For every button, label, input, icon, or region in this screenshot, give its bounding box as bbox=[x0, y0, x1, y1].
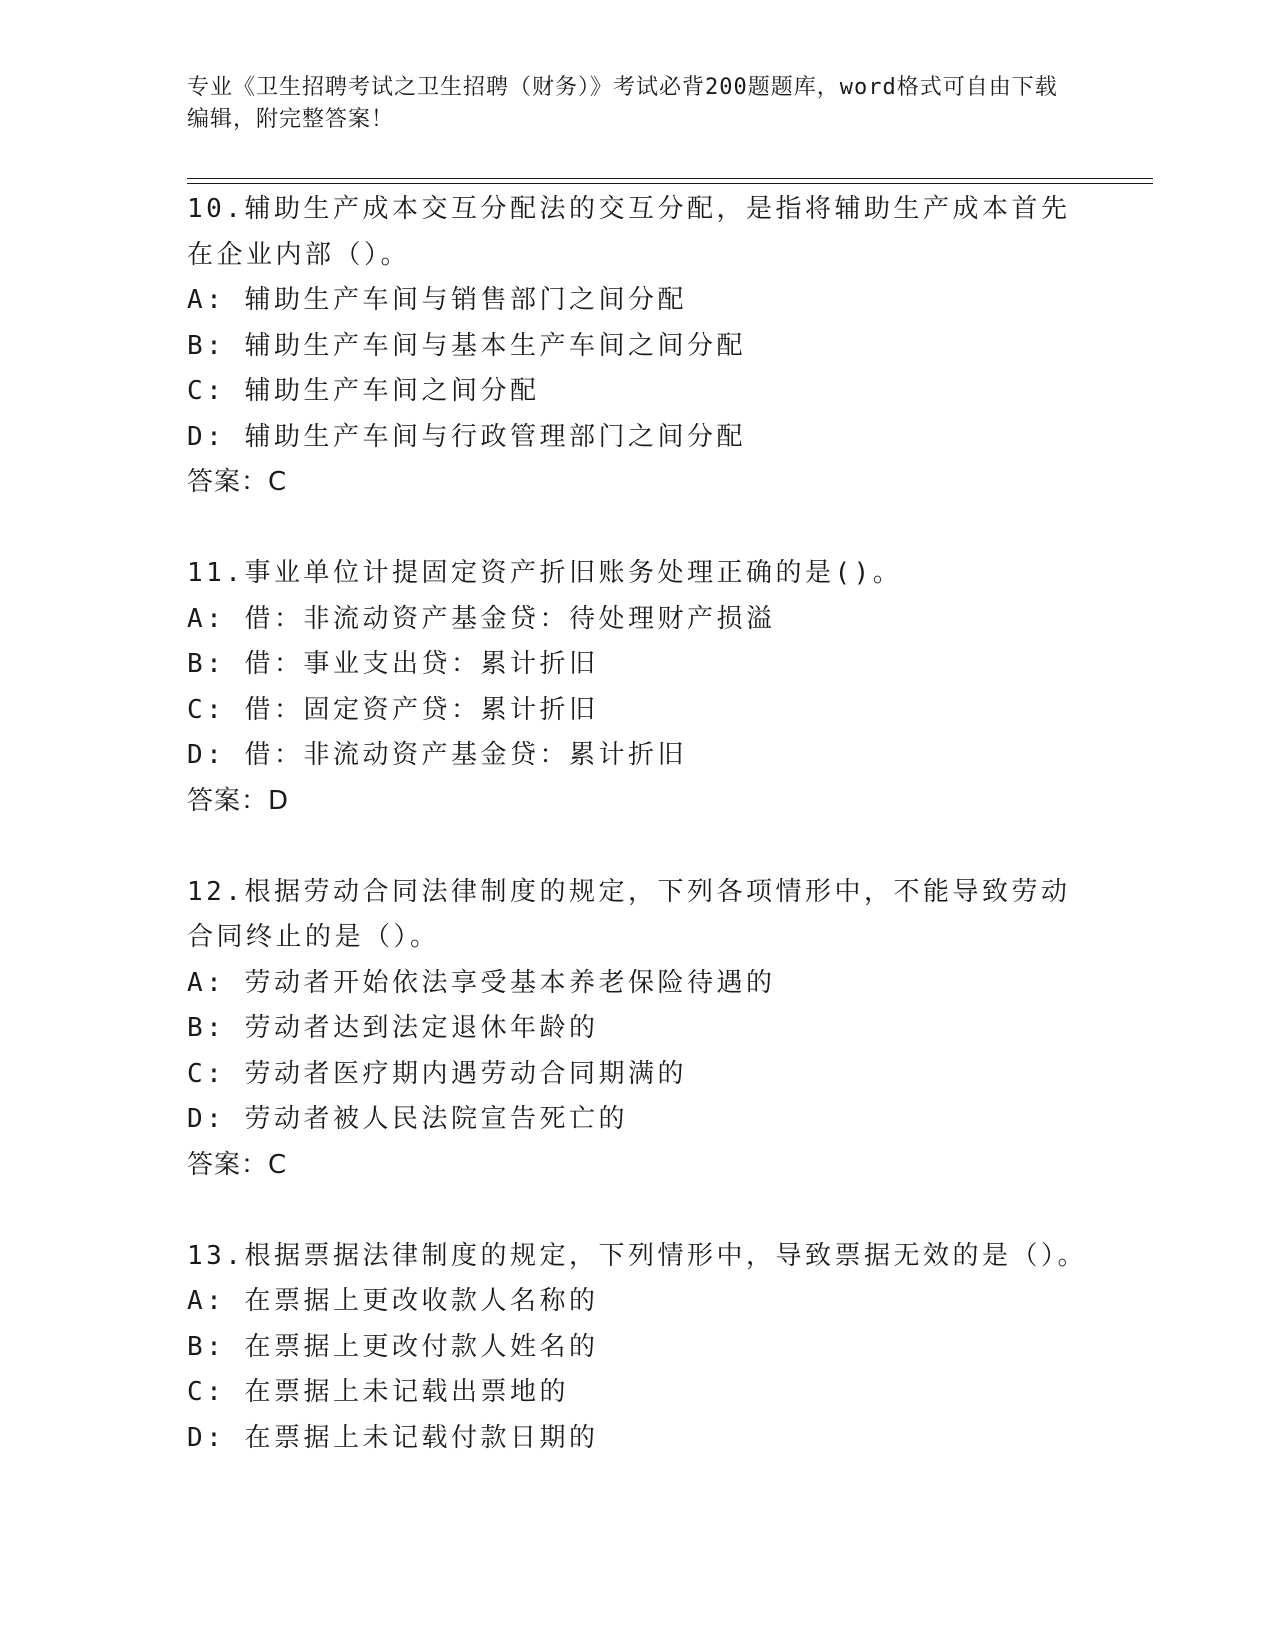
question-spacer bbox=[187, 824, 1087, 870]
question-13 bbox=[187, 1234, 1087, 1462]
option-c: C: 劳动者医疗期内遇劳动合同期满的 bbox=[187, 1058, 687, 1089]
question-text: 10.辅助生产成本交互分配法的交互分配，是指将辅助生产成本首先在企业内部（）。 bbox=[187, 194, 1071, 270]
option-d: D: 借：非流动资产基金贷：累计折旧 bbox=[187, 740, 687, 770]
answer: 答案：D bbox=[187, 785, 290, 816]
option-a: A: 劳动者开始依法享受基本养老保险待遇的 bbox=[187, 967, 776, 998]
question-11 bbox=[187, 551, 1087, 824]
option-c: C: 借：固定资产贷：累计折旧 bbox=[187, 694, 599, 725]
option-b: B: 劳动者达到法定退休年龄的 bbox=[187, 1013, 599, 1043]
question-text: 12.根据劳动合同法律制度的规定，下列各项情形中，不能导致劳动合同终止的是（）。 bbox=[187, 876, 1071, 952]
answer: 答案：C bbox=[187, 467, 288, 497]
option-a: A: 辅助生产车间与销售部门之间分配 bbox=[187, 285, 687, 315]
option-c: C: 在票据上未记载出票地的 bbox=[187, 1377, 569, 1407]
question-spacer bbox=[187, 506, 1087, 552]
option-d: D: 劳动者被人民法院宣告死亡的 bbox=[187, 1104, 628, 1134]
question-spacer bbox=[187, 1188, 1087, 1234]
option-b: B: 在票据上更改付款人姓名的 bbox=[187, 1331, 599, 1362]
question-text: 11.事业单位计提固定资产折旧账务处理正确的是()。 bbox=[187, 558, 903, 588]
option-a: A: 在票据上更改收款人名称的 bbox=[187, 1286, 599, 1316]
question-text: 13.根据票据法律制度的规定，下列情形中，导致票据无效的是（）。 bbox=[187, 1240, 1087, 1271]
option-b: B: 辅助生产车间与基本生产车间之间分配 bbox=[187, 330, 746, 361]
question-10 bbox=[187, 187, 1087, 506]
answer: 答案：C bbox=[187, 1149, 288, 1180]
option-b: B: 借：事业支出贷：累计折旧 bbox=[187, 649, 599, 679]
header-rule-bottom bbox=[187, 183, 1153, 184]
header-rule-top bbox=[187, 178, 1153, 179]
option-a: A: 借：非流动资产基金贷：待处理财产损溢 bbox=[187, 603, 776, 634]
option-c: C: 辅助生产车间之间分配 bbox=[187, 376, 540, 406]
option-d: D: 在票据上未记载付款日期的 bbox=[187, 1422, 599, 1453]
question-list bbox=[187, 187, 1087, 1461]
option-d: D: 辅助生产车间与行政管理部门之间分配 bbox=[187, 421, 746, 452]
document-header: 专业《卫生招聘考试之卫生招聘（财务）》考试必背200题题库，word格式可自由下载编辑，附完整答案！ bbox=[187, 75, 1058, 132]
question-12 bbox=[187, 870, 1087, 1189]
